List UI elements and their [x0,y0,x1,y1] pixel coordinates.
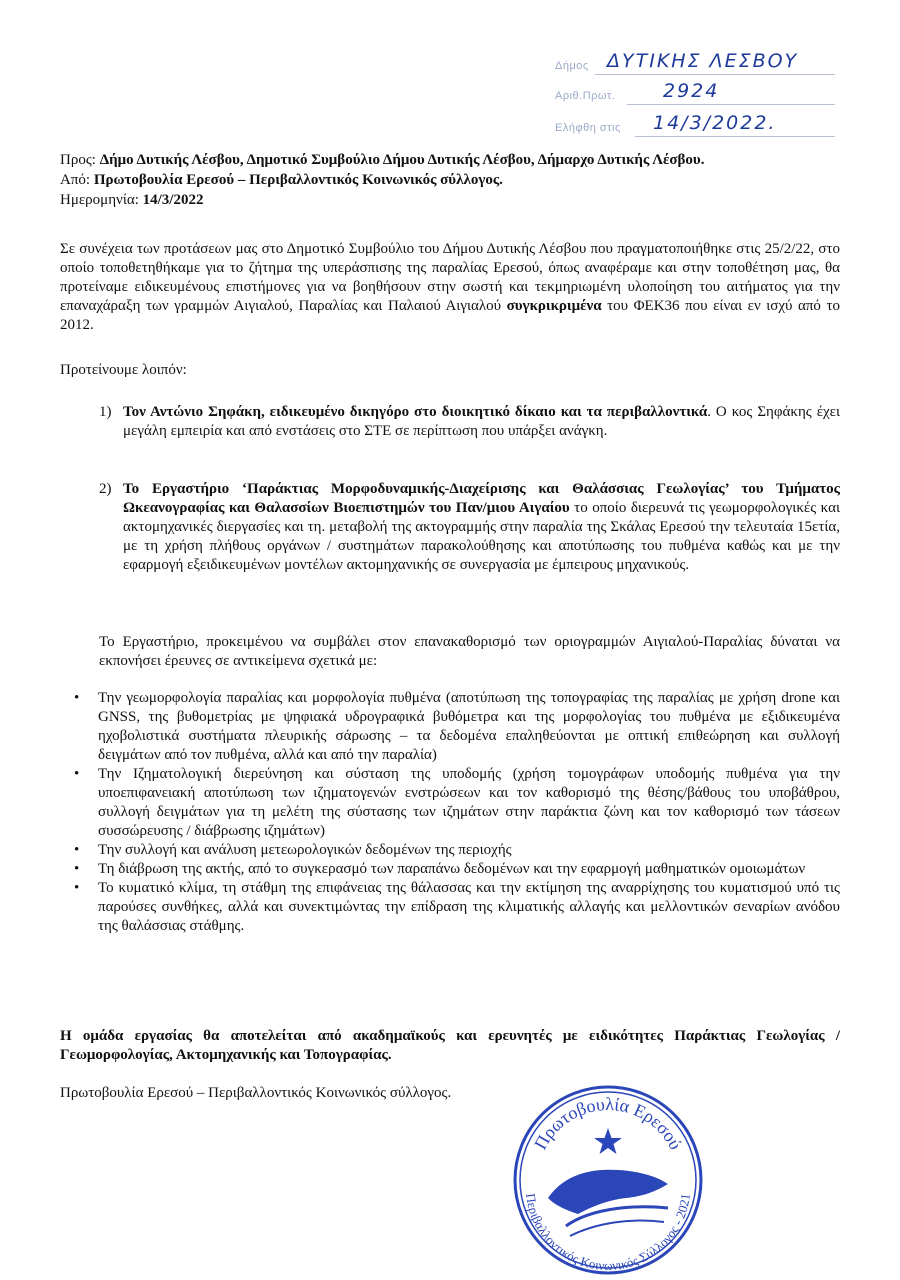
stamp-value-municipality: ΔΥΤΙΚΗΣ ΛΕΣΒΟΥ [607,50,799,72]
proposal-text [123,480,840,575]
proposal-item-lawyer [99,403,840,443]
intro-paragraph [60,240,840,335]
sender-value: Πρωτοβουλία Ερεσού – Περιβαλλοντικός Κοινωνικός σύλλογος. [93,172,503,188]
recipient-line [60,150,850,170]
list-item [60,879,840,936]
proposal-number: 1) [99,404,112,420]
stamp-label-municipality: Δήμος [555,60,589,72]
bullet-icon: • [74,766,80,782]
stamp-line [635,136,835,137]
list-item [60,689,840,765]
intro-text: Σε συνέχεια των προτάσεων μας στο Δημοτικό Συμβούλιο του Δήμου Δυτικής Λέσβου που πραγματοποιήθηκε στις 25/2/22, στο οποίο τοποθετηθήκαμε για το ζήτημα της υπεράσπισης της παραλίας Ερεσού, όπως αναφέραμε και στην τοποθέτηση μας, θα προτείναμε ειδικευμένους επιστήμονες για να βοηθήσουν στην σωστή και τεκμηριωμένη υλοποίηση του αιτήματος για την επαναχάραξη των γραμμών Αιγιαλού, Παραλίας και Παλαιού Αιγιαλού [60,241,840,314]
date-line [60,190,850,210]
seal-text-bottom: Περιβαλλοντικός Κοινωνικός Σύλλογος - 2021 [523,1192,693,1274]
stamp-value-received: 14/3/2022. [653,112,777,134]
stamp-row-protocol [555,80,835,108]
intro-emphasis: συγκρικριμένα [506,298,602,314]
laboratory-intro: Το Εργαστήριο, προκειμένου να συμβάλει στον επανακαθορισμό των οριογραμμών Αιγιαλού-Παραλίας δύναται να εκπονήσει έρευνες σε αντικείμενα σχετικά με: [99,634,840,669]
recipient-label: Προς: [60,152,96,168]
date-label: Ημερομηνία: [60,192,139,208]
proposal-desc: το οποίο διερευνά τις γεωμορφολογικές και ακτομηχανικές διεργασίες και τη. μεταβολή της ακτογραμμής στην παραλία της Σκάλας Ερεσού την τελευταία 15ετία, με τη χρήση πλήθους οργάνων / συστημάτων παρακολούθησης και αποτύπωσης του πυθμένα καθώς και με την εφαρμογή εξειδικευμένων μοντέλων ακτομηχανικής σε συνεργασία με έμπειρους μηχανικούς. [123,500,840,573]
list-item-text: Το κυματικό κλίμα, τη στάθμη της επιφάνειας της θάλασσας και την εκτίμηση της αναρρίχησης του κυματισμού υπό τις παρούσες συνθήκες, αλλά και συνεκτιμώντας την επίδραση της κλιματικής αλλαγής και μελλοντικών σεναρίων ανόδου της θαλάσσιας στάθμης. [98,880,840,934]
bullet-icon: • [74,842,80,858]
research-topics-list [60,689,840,936]
proposal-item-laboratory [99,480,840,620]
team-statement: Η ομάδα εργασίας θα αποτελείται από ακαδημαϊκούς και ερευνητές με ειδικότητες Παράκτιας Γεωλογίας / Γεωμορφολογίας, Ακτομηχανικής και Τοπογραφίας. [60,1028,840,1063]
sender-line [60,170,850,190]
letter-header [60,150,850,210]
proposal-desc: . Ο κος Σηφάκης έχει μεγάλη εμπειρία και από ενστάσεις στο ΣΤΕ σε περίπτωση που υπάρξει ανάγκη. [123,404,840,439]
proposal-number: 2) [99,481,112,497]
sender-label: Από: [60,172,91,188]
proposal-text [123,403,840,441]
list-item-text: Την Ιζηματολογική διερεύνηση και σύσταση της υποδομής (χρήση τομογράφων υποδομής πυθμένα για την υποεπιφανειακή αποτύπωση των ιζηματογενών ενστρώσεων και τον καθορισμό της θέσης/βάθους του υποβάθρου, συλλογή δειγμάτων για τη μελέτη της σύστασης των ιζημάτων στην παράκτια ζώνη και τον καθορισμό των τάσεων συσσώρευσης / διάβρωσης ιζημάτων) [98,766,840,839]
stamp-line [595,74,835,75]
bullet-icon: • [74,880,80,896]
list-item-text: Την γεωμορφολογία παραλίας και μορφολογία πυθμένα (αποτύπωση της τοπογραφίας της παραλίας με χρήση drone και GNSS, της βυθομετρίας με ψηφιακά υδρογραφικά βυθόμετρα και της μορφολογίας του πυθμένα με εξιδικευμένα ηχοβολιστικά συστήματα πλευρικής σάρωσης – τα δεδομένα επαληθεύονται με οπτική επιθεώρηση και συλλογή δειγμάτων από τον πυθμένα, αλλά και από την παραλία) [98,690,840,763]
proposal-bold: Το Εργαστήριο ‘Παράκτιας Μορφοδυναμικής-Διαχείρισης και Θαλάσσιας Γεωλογίας’ του Τμήματος Ωκεανογραφίας και Θαλασσίων Βιοεπιστημών του Παν/μιου Αιγαίου [123,481,840,516]
date-value: 14/3/2022 [142,192,204,208]
stamp-value-protocol: 2924 [663,80,720,102]
intro-text-end: του ΦΕΚ36 που είναι εν ισχύ από το 2012. [60,298,840,333]
list-item [60,841,840,860]
seal-text-top: Πρωτοβουλία Ερεσού [530,1093,686,1153]
registration-stamp [555,50,835,145]
wave-icon [570,1221,664,1236]
signature-line: Πρωτοβουλία Ερεσού – Περιβαλλοντικός Κοινωνικός σύλλογος. [60,1085,452,1101]
stamp-label-received: Ελήφθη στις [555,122,621,134]
list-item-text: Τη διάβρωση της ακτής, από το συγκερασμό των παραπάνω δεδομένων και την εφαρμογή μαθηματικών ομοιωμάτων [98,861,806,877]
bullet-icon: • [74,861,80,877]
proposal-bold: Τον Αντώνιο Σηφάκη, ειδικευμένο δικηγόρο στο διοικητικό δίκαιο και τα περιβαλλοντικά [123,404,708,420]
star-icon [594,1128,622,1154]
stamp-row-municipality [555,50,835,78]
stamp-line [627,104,835,105]
bullet-icon: • [74,690,80,706]
list-item [60,860,840,879]
stamp-label-protocol: Αριθ.Πρωτ. [555,90,616,102]
association-seal [508,1080,708,1280]
list-item [60,765,840,841]
list-item-text: Την συλλογή και ανάλυση μετεωρολογικών δεδομένων της περιοχής [98,842,512,858]
proposal-lead: Προτείνουμε λοιπόν: [60,362,187,378]
stamp-row-received [555,112,835,140]
recipient-value: Δήμο Δυτικής Λέσβου, Δημοτικό Συμβούλιο Δήμου Δυτικής Λέσβου, Δήμαρχο Δυτικής Λέσβου. [99,152,705,168]
